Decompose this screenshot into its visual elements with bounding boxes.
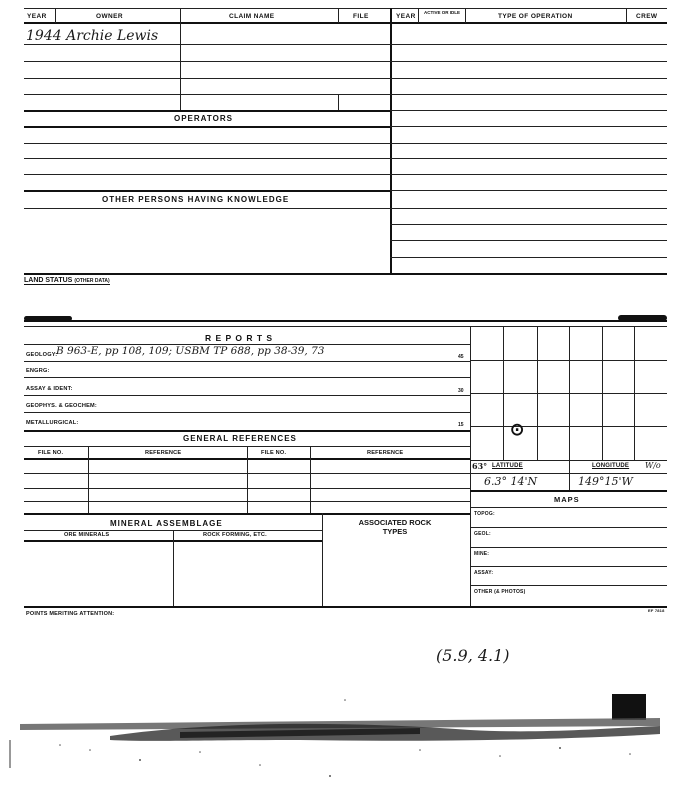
- associated-rock-types: ASSOCIATED ROCK TYPES: [358, 518, 432, 536]
- col-year-header: YEAR: [27, 13, 47, 20]
- geophys-geochem-label: GEOPHYS. & GEOCHEM:: [26, 403, 97, 409]
- land-status-text: LAND STATUS: [24, 277, 73, 284]
- operators-label: OPERATORS: [174, 114, 233, 123]
- col-type-operation-header: TYPE OF OPERATION: [498, 13, 573, 20]
- assay-ident-label: ASSAY & IDENT:: [26, 386, 73, 392]
- general-references-title: GENERAL REFERENCES: [183, 434, 297, 443]
- reports-title: R E P O R T S: [205, 333, 274, 343]
- longitude-value: 149°15'W: [578, 475, 633, 488]
- longitude-suffix: W/o: [645, 461, 661, 470]
- maps-other: OTHER (& PHOTOS): [474, 589, 526, 595]
- mineral-assemblage-title: MINERAL ASSEMBLAGE: [110, 519, 223, 528]
- land-status-label: [24, 277, 110, 285]
- coords-note: (5.9, 4.1): [436, 646, 510, 665]
- geology-value: B 963-E, pp 108, 109; USBM TP 688, pp 38-39, 73: [56, 345, 325, 357]
- margin-30: 30: [458, 388, 464, 394]
- col-reference-2: REFERENCE: [367, 450, 404, 456]
- col-crew-header: CREW: [636, 13, 658, 20]
- form-code: EF 7818: [648, 608, 665, 613]
- scan-artifact: [0, 690, 678, 811]
- owner-entry: 1944 Archie Lewis: [26, 28, 159, 44]
- points-meriting-attention: POINTS MERITING ATTENTION:: [26, 611, 115, 617]
- col-file-no: FILE NO.: [38, 450, 64, 456]
- longitude-label: LONGITUDE: [592, 463, 630, 469]
- latitude-value: 6.3° 14'N: [484, 475, 538, 488]
- col-claim-name-header: CLAIM NAME: [229, 13, 275, 20]
- grid-mark: ⊙: [510, 420, 525, 439]
- engrg-label: ENGRG:: [26, 368, 50, 374]
- maps-geol: GEOL:: [474, 531, 491, 537]
- col-file-header: FILE: [353, 13, 369, 20]
- land-status-sub: (OTHER DATA): [74, 278, 110, 284]
- margin-15: 15: [458, 422, 464, 428]
- col-file-no-2: FILE NO.: [261, 450, 287, 456]
- latitude-label: LATITUDE: [492, 463, 523, 469]
- maps-topog: TOPOG:: [474, 511, 495, 517]
- col-owner-header: OWNER: [96, 13, 123, 20]
- col-year2-header: YEAR: [396, 13, 416, 20]
- col-reference: REFERENCE: [145, 450, 182, 456]
- margin-45: 45: [458, 354, 464, 360]
- col-active-idle-header: ACTIVE OR IDLE: [423, 10, 460, 15]
- col-rock-forming: ROCK FORMING, ETC.: [203, 532, 267, 538]
- other-persons-label: OTHER PERSONS HAVING KNOWLEDGE: [102, 195, 290, 204]
- lat-prefix: 63°: [472, 461, 488, 471]
- metallurgical-label: METALLURGICAL:: [26, 420, 79, 426]
- col-ore-minerals: ORE MINERALS: [64, 532, 110, 538]
- scan-artifact-block: [612, 694, 646, 720]
- maps-mine: MINE:: [474, 551, 490, 557]
- maps-title: MAPS: [554, 495, 580, 504]
- maps-assay: ASSAY:: [474, 570, 494, 576]
- geology-label: GEOLOGY:: [26, 352, 58, 358]
